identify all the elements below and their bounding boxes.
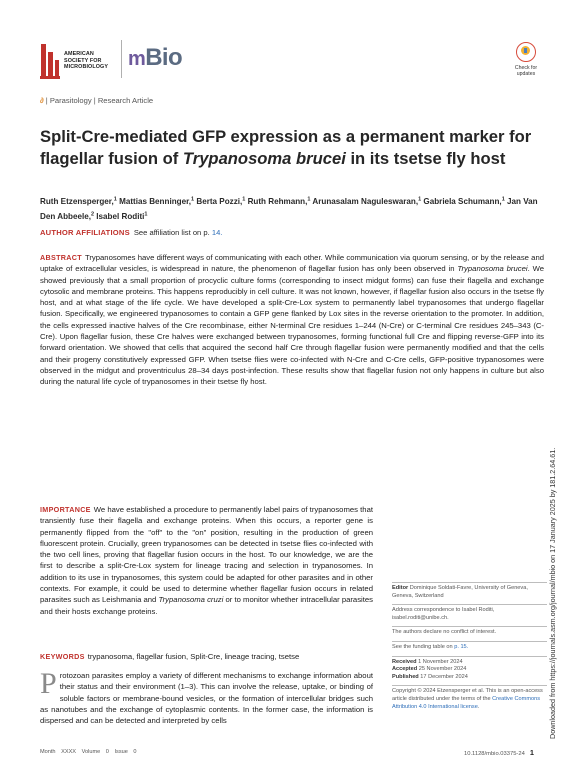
asm-logo — [40, 40, 118, 84]
logo-divider — [121, 40, 122, 78]
author[interactable]: Berta Pozzi,$^1$ — [196, 196, 246, 206]
copyright-info: Copyright © 2024 Etzensperger et al. This is an open-access article distributed under the terms of the Creative Commons Attribution 4.0 International license. — [392, 685, 547, 711]
editor-info: Editor Dominique Soldati-Favre, University of Geneva, Geneva, Switzerland — [392, 582, 547, 600]
importance-section: IMPORTANCE We have established a procedure to permanently label pairs of trypanosomes that transiently fuse their flagella and exchange proteins. When this occurs, a reporter gene is permanently flipped from the "off" to the "on" position, resulting in the production of green fluorescent protein. Crucially, green trypanosomes can be detected in tsetse flies co-infected with the two cell lines, proving that flagellar fusion occurs in the host. To our knowledge, we are the first to describe a split-Cre-Lox system for lineage tracing and selection in trypanosomes. In addition to its use in trypanosomes, this system could be adapted for other parasites and in other contexts. For example, it could be used to determine whether flagellar fusion occurs in related parasites such as Leishmania and Trypanosoma cruzi or to monitor whether intracellular parasites and their hosts exchange proteins. — [40, 505, 374, 616]
keywords-text: trypanosoma, flagellar fusion, Split-Cre, lineage tracing, tsetse — [87, 652, 300, 661]
author-list — [40, 193, 546, 223]
drop-cap: P — [40, 667, 57, 700]
open-access-icon: ∂ — [40, 96, 44, 105]
flask-icon — [40, 42, 60, 80]
author[interactable]: Ruth Rehmann,$^1$ — [247, 196, 311, 206]
doi-link[interactable]: 10.1128/mbio.03375-24 — [464, 751, 525, 757]
author[interactable]: Jan Van Den Abbeele,$^2$ — [40, 196, 538, 221]
author[interactable]: Isabel Roditi$^1$ — [96, 211, 148, 221]
asm-logo-text: AMERICAN SOCIETY FOR MICROBIOLOGY — [64, 51, 109, 71]
author[interactable]: Mattias Benninger,$^1$ — [119, 196, 195, 206]
footer-doi — [464, 748, 534, 757]
dates-info: Received 1 November 2024 Accepted 25 November 2024 Published 17 December 2024 — [392, 656, 547, 682]
affiliations-text: See affiliation list on p. — [133, 228, 210, 237]
footer-issue-info: Month XXXX Volume 0 Issue 0 — [40, 749, 137, 755]
journal-logo[interactable]: mBio — [128, 44, 183, 71]
author[interactable]: Gabriela Schumann,$^1$ — [423, 196, 505, 206]
download-note: Downloaded from https://journals.asm.org/journal/mbio on 17 January 2025 by 181.2.64.61. — [548, 447, 557, 739]
author-affiliations — [40, 228, 222, 237]
author[interactable]: Arunasalam Naguleswaran,$^1$ — [312, 196, 422, 206]
article-section — [40, 96, 153, 105]
check-for-updates-button[interactable] — [508, 42, 544, 82]
license-link[interactable]: Creative Commons Attribution 4.0 International license — [392, 695, 540, 710]
funding-page-link[interactable]: p. 15. — [454, 643, 469, 650]
page-number: 1 — [529, 748, 534, 757]
section-label: | Parasitology | Research Article — [45, 96, 154, 105]
introduction: Protozoan parasites employ a variety of different mechanisms to exchange information about their status and their environment (1–3). This can involve the release, uptake, or binding of soluble factors or membrane-bound vesicles, or the formation of intercellular bridges such as nanotubes and the exchange of cytoplasmic contents. In the former case, the information is dispersed and can be detected and interpreted by cells — [40, 667, 373, 726]
keywords-label: KEYWORDS — [40, 652, 85, 661]
author[interactable]: Ruth Etzensperger,$^1$ — [40, 196, 117, 206]
check-updates-icon — [516, 42, 536, 62]
conflict-statement: The authors declare no conflict of interest. — [392, 626, 547, 637]
affiliations-label: AUTHOR AFFILIATIONS — [40, 228, 130, 237]
abstract-label: ABSTRACT — [40, 253, 82, 262]
correspondence-info: Address correspondence to Isabel Roditi, isabel.roditi@unibe.ch. — [392, 604, 547, 622]
article-title: Split-Cre-mediated GFP expression as a permanent marker for flagellar fusion of Trypanosoma brucei in its tsetse fly host — [40, 127, 532, 168]
article-info-sidebar — [392, 582, 547, 715]
keywords — [40, 651, 373, 662]
affiliations-page-link[interactable]: 14. — [211, 228, 223, 237]
check-updates-label: Check for updates — [514, 65, 538, 77]
abstract: ABSTRACT Trypanosomes have different ways of communicating with each other. While communication via quorum sensing, or by the release and uptake of extracellular vesicles, is widespread in nature, the phenomenon of flagellar fusion has only been observed in Trypanosoma brucei. We showed previously that a small proportion of procyclic culture forms (corresponding to insect midgut forms) can fuse their flagella and exchange cytosolic and membrane proteins. This happens reproducibly in cell culture. It was not known, however, if flagellar fusion also occurs in the tsetse fly host, and at what stage of the life cycle. We have developed a split-Cre-Lox system to permanently label trypanosomes that undergo flagellar fusion. Specifically, we engineered trypanosomes to contain a GFP gene flanked by Lox sites in the reverse orientation to the promoter. In addition, the cells expressed inactive halves of the Cre recombinase, either N-terminal Cre residues 1–244 (N-Cre) or C-terminal Cre residues 245–343 (C-Cre). Upon flagellar fusion, these Cre halves were exchanged between trypanosomes, forming functional full Cre and flipping reverse-GFP into its forward orientation. We showed that cells that acquired the second half Cre through flagellar fusion were permanently modified and that the cells and their progeny constitutively expressed GFP. When tsetse flies were co-infected with N-Cre and C-Cre cells, GFP-positive trypanosomes were observed in the midgut and proventriculus 28–34 days post-infection. These results show that flagellar fusion not only happens in culture but also during the natural life cycle of trypanosomes in their tsetse fly host. — [40, 253, 544, 387]
funding-info: See the funding table on p. 15. — [392, 641, 547, 652]
importance-label: IMPORTANCE — [40, 505, 91, 514]
